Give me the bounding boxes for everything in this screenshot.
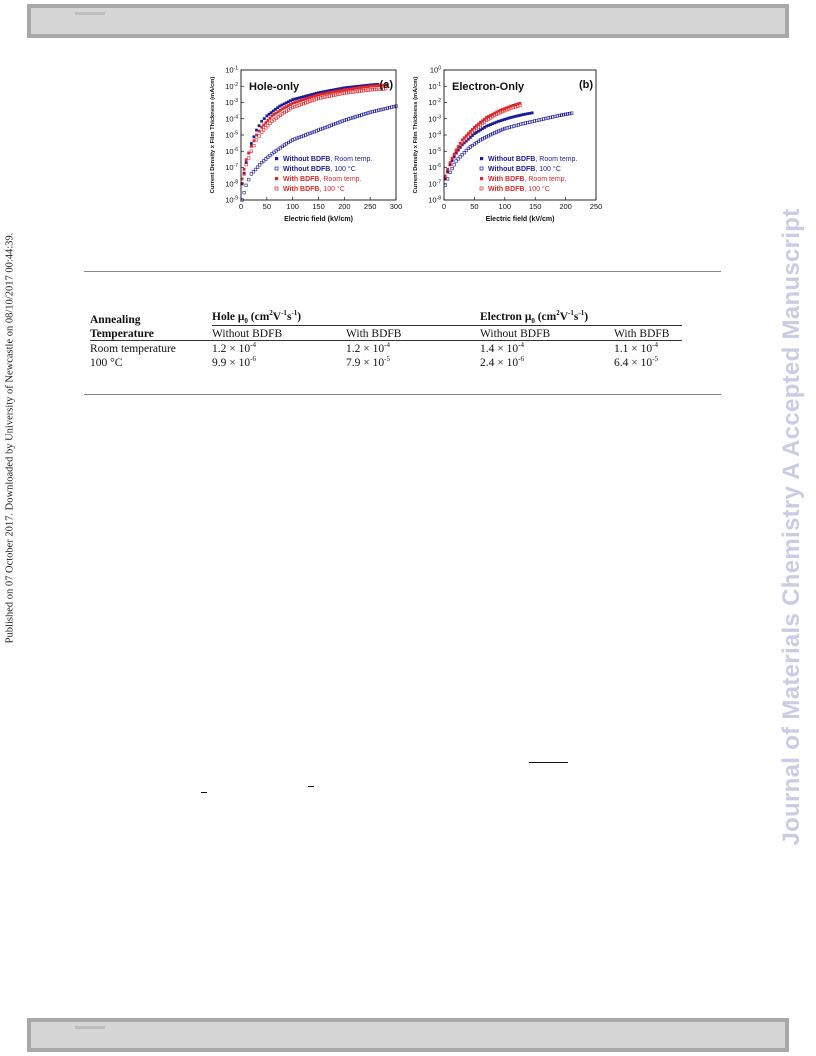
data-point: [250, 145, 253, 148]
x-axis-label: Electric field (kV/cm): [284, 216, 353, 223]
legend-marker: [275, 157, 278, 160]
legend-marker: [275, 177, 278, 180]
data-point: [253, 135, 256, 138]
header-hole-with: With BDFB: [346, 326, 480, 341]
legend-label: Without BDFB, Room temp.: [488, 156, 578, 163]
y-tick-label: $10^0$: [429, 65, 441, 75]
data-point: [260, 120, 263, 123]
data-point: [245, 158, 248, 161]
table-row: [90, 341, 682, 356]
legend-marker: [480, 177, 483, 180]
header-hole-without: Without BDFB: [212, 326, 346, 341]
legend-marker: [480, 167, 483, 170]
table-cell: $1.4 \times 10^{-4}$: [480, 341, 524, 356]
y-axis-label: Current Density x Film Thickness (mA/cm): [210, 76, 216, 194]
y-tick-label: $10^{-2}$: [225, 81, 238, 91]
table-header-row: [90, 309, 682, 326]
x-tick-label: 200: [338, 202, 351, 211]
x-tick-label: 150: [312, 202, 325, 211]
data-point: [255, 139, 258, 142]
header-electron-without: Without BDFB: [480, 326, 614, 341]
row-label: 100 °C: [90, 357, 123, 370]
data-point: [250, 142, 253, 145]
legend-label: With BDFB, Room temp.: [283, 176, 362, 183]
data-point: [453, 164, 456, 167]
header-bar-mark: [75, 12, 105, 15]
x-tick-label: 200: [559, 202, 572, 211]
table-cell: $1.1 \times 10^{-4}$: [614, 341, 658, 356]
journal-watermark: [756, 142, 816, 912]
x-tick-label: 250: [363, 202, 377, 211]
data-point: [247, 157, 250, 160]
y-tick-label: $10^{-7}$: [428, 179, 441, 189]
data-point: [255, 134, 258, 137]
journal-watermark-text: Journal of Materials Chemistry A Accepted Manuscript: [778, 208, 805, 846]
y-tick-label: $10^{-8}$: [225, 179, 238, 189]
table-cell: $1.2 \times 10^{-4}$: [346, 341, 390, 356]
data-point: [258, 124, 261, 127]
legend-marker: [275, 187, 278, 190]
x-tick-label: 250: [589, 202, 603, 211]
equation-overbar-mark: [308, 786, 314, 787]
legend-label: With BDFB, Room temp.: [488, 176, 567, 183]
chart-title: Hole-only: [249, 81, 300, 93]
header-electron-with: With BDFB: [614, 326, 682, 341]
y-tick-label: $10^{-5}$: [225, 130, 238, 140]
legend-label: Without BDFB, 100 °C: [283, 166, 356, 173]
y-tick-label: $10^{-9}$: [225, 195, 238, 205]
equation-overbar-mark: [201, 792, 207, 793]
table-bottom-rule: [84, 394, 721, 395]
x-tick-label: 150: [528, 202, 542, 211]
y-tick-label: $10^{-3}$: [225, 98, 238, 107]
publication-note-text: Published on 07 October 2017. Downloaded by University of Newcastle on 08/10/2017 00:44:39.: [4, 232, 16, 644]
y-tick-label: $10^{-1}$: [428, 81, 441, 91]
y-tick-label: $10^{-5}$: [428, 146, 441, 156]
data-point: [243, 168, 246, 171]
y-tick-label: $10^{-1}$: [225, 65, 238, 75]
legend-label: With BDFB, 100 °C: [283, 186, 345, 193]
y-tick-label: $10^{-4}$: [225, 114, 238, 124]
x-tick-label: 50: [470, 202, 479, 211]
row-label: Room temperature: [90, 343, 176, 356]
y-tick-label: $10^{-2}$: [428, 98, 441, 107]
data-point: [250, 150, 253, 153]
y-tick-label: $10^{-4}$: [428, 130, 441, 140]
data-point: [255, 129, 258, 132]
legend-label: Without BDFB, 100 °C: [488, 166, 561, 173]
x-tick-label: 300: [389, 202, 403, 211]
table-top-rule: [84, 271, 721, 272]
legend-label: With BDFB, 100 °C: [488, 186, 550, 193]
header-hole-mobility: Hole $\mu_0$ $(cm^2V^{-1}s^{-1})$: [212, 309, 480, 326]
chart-title: Electron-Only: [452, 81, 525, 93]
figure-panel-a: [205, 64, 401, 230]
header-bar: [27, 4, 789, 38]
legend-marker: [275, 167, 278, 170]
table-cell: $6.4 \times 10^{-5}$: [614, 355, 658, 370]
data-point: [258, 135, 261, 138]
publication-note: [4, 228, 16, 648]
table-cell: $7.9 \times 10^{-5}$: [346, 355, 390, 370]
y-tick-label: $10^{-6}$: [428, 163, 441, 172]
y-tick-label: $10^{-6}$: [225, 146, 238, 156]
data-point: [247, 152, 250, 155]
data-point: [253, 139, 256, 142]
table-cell: $1.2 \times 10^{-4}$: [212, 341, 256, 356]
data-point: [245, 184, 248, 187]
y-tick-label: $10^{-3}$: [428, 114, 441, 124]
x-tick-label: 100: [498, 202, 512, 211]
x-tick-label: 100: [286, 202, 299, 211]
table-cell: $2.4 \times 10^{-6}$: [480, 355, 524, 370]
mobility-table: [90, 309, 682, 369]
panel-label: (a): [379, 79, 393, 91]
x-axis-label: Electric field (kV/cm): [485, 216, 555, 223]
footer-bar-mark: [75, 1026, 105, 1029]
table-cell: $9.9 \times 10^{-6}$: [212, 355, 256, 370]
data-point: [247, 178, 250, 181]
data-point: [263, 117, 266, 120]
x-tick-label: 0: [238, 202, 244, 211]
legend-marker: [480, 187, 483, 190]
x-tick-label: 50: [262, 202, 272, 211]
legend-marker: [480, 157, 483, 160]
figure-panel-b: [408, 64, 604, 230]
table-subheader-row: [90, 326, 682, 341]
header-annealing: Annealing: [90, 313, 141, 326]
header-electron-mobility: Electron $\mu_0$ $(cm^2V^{-1}s^{-1})$: [480, 309, 682, 326]
header-temperature: Temperature: [90, 326, 212, 341]
y-tick-label: $10^{-7}$: [225, 163, 238, 172]
equation-fraction-bar: [529, 762, 568, 763]
y-axis-label: Current Density x Film Thickness (mA/cm): [413, 76, 419, 194]
footer-bar: [27, 1018, 789, 1052]
y-tick-label: $10^{-8}$: [428, 195, 441, 205]
x-tick-label: 0: [441, 202, 447, 211]
panel-label: (b): [578, 79, 593, 91]
data-point: [531, 111, 534, 114]
legend-label: Without BDFB, Room temp.: [283, 156, 373, 163]
data-point: [451, 167, 454, 170]
data-point: [253, 144, 256, 147]
data-point: [258, 130, 261, 133]
table-row: [90, 355, 682, 369]
data-point: [243, 191, 246, 194]
